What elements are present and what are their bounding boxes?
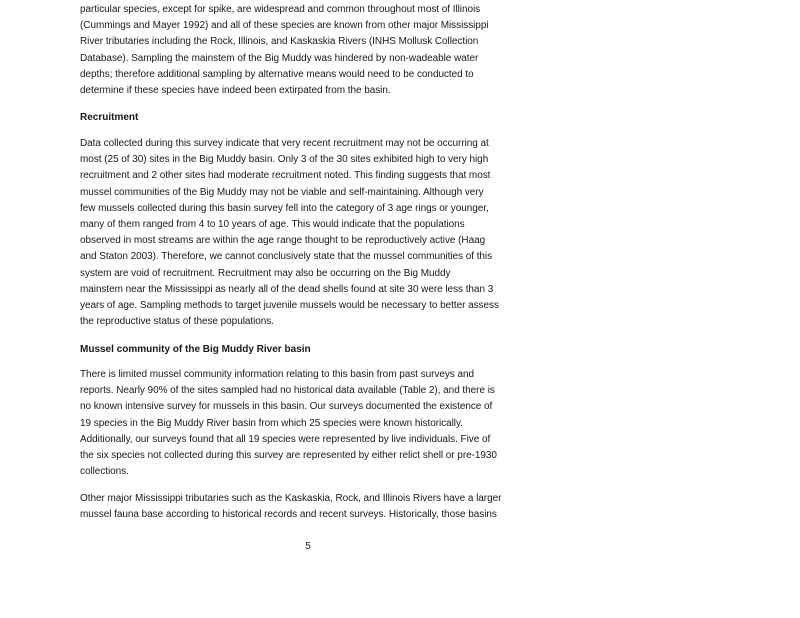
paragraph-line: Additionally, our surveys found that all 19 species were represented by live individuals. Five of <box>80 433 491 445</box>
paragraph-line: many of them ranged from 4 to 10 years of age. This would indicate that the populations <box>80 218 465 230</box>
page-number: 5 <box>305 541 311 552</box>
paragraph-line: recruitment and 2 other sites had moderate recruitment noted. This finding suggests that most <box>80 170 491 182</box>
paragraph-line: River tributaries including the Rock, Illinois, and Kaskaskia Rivers (INHS Mollusk Collection <box>80 36 479 48</box>
paragraph-line: Database). Sampling the mainstem of the Big Muddy was hindered by non-wadeable water <box>80 52 479 64</box>
paragraph-line: no known intensive survey for mussels in this basin. Our surveys documented the existence of <box>80 401 493 413</box>
paragraph-line: few mussels collected during this basin survey fell into the category of 3 age rings or younger, <box>80 202 489 214</box>
paragraph-line: determine if these species have indeed been extirpated from the basin. <box>80 84 391 96</box>
paragraph-line: (Cummings and Mayer 1992) and all of these species are known from other major Mississippi <box>80 20 489 32</box>
paragraph-line: 19 species in the Big Muddy River basin from which 25 species were known historically. <box>80 417 463 429</box>
paragraph-line: observed in most streams are within the age range thought to be reproductively active (Haag <box>80 235 486 247</box>
recruitment-paragraph <box>80 136 540 330</box>
paragraph-line: years of age. Sampling methods to target juvenile mussels would be necessary to better assess <box>80 299 499 311</box>
section-heading-mussel-community: Mussel community of the Big Muddy River basin <box>80 344 311 355</box>
paragraph-line: the reproductive status of these populations. <box>80 316 274 328</box>
paragraph-line: most (25 of 30) sites in the Big Muddy basin. Only 3 of the 30 sites exhibited high to very high <box>80 154 489 166</box>
community-paragraph-2 <box>80 491 540 523</box>
intro-paragraph <box>80 2 540 99</box>
paragraph-line: depths; therefore additional sampling by alternative means would need to be conducted to <box>80 68 474 80</box>
paragraph-line: mainstem near the Mississippi as nearly all of the dead shells found at site 30 were less than 3 <box>80 283 494 295</box>
section-heading-recruitment: Recruitment <box>80 112 139 123</box>
paragraph-line: particular species, except for spike, are widespread and common throughout most of Illinois <box>80 4 481 15</box>
paragraph-line: mussel communities of the Big Muddy may not be viable and self-maintaining. Although very <box>80 186 484 198</box>
paragraph-line: Data collected during this survey indicate that very recent recruitment may not be occurring at <box>80 138 489 149</box>
paragraph-line: Other major Mississippi tributaries such as the Kaskaskia, Rock, and Illinois Rivers have a larger <box>80 493 502 504</box>
paragraph-line: system are void of recruitment. Recruitment may also be occurring on the Big Muddy <box>80 267 451 279</box>
community-paragraph-1 <box>80 367 540 480</box>
paragraph-line: There is limited mussel community information relating to this basin from past surveys and <box>80 369 474 380</box>
paragraph-line: and Staton 2003). Therefore, we cannot conclusively state that the mussel communities of this <box>80 251 493 263</box>
paragraph-line: reports. Nearly 90% of the sites sampled had no historical data available (Table 2), and there is <box>80 385 495 397</box>
paragraph-line: the six species not collected during this survey are represented by either relict shell or pre-1930 <box>80 449 497 461</box>
paragraph-line: mussel fauna base according to historical records and recent surveys. Historically, those basins <box>80 509 497 521</box>
paragraph-line: collections. <box>80 466 129 478</box>
